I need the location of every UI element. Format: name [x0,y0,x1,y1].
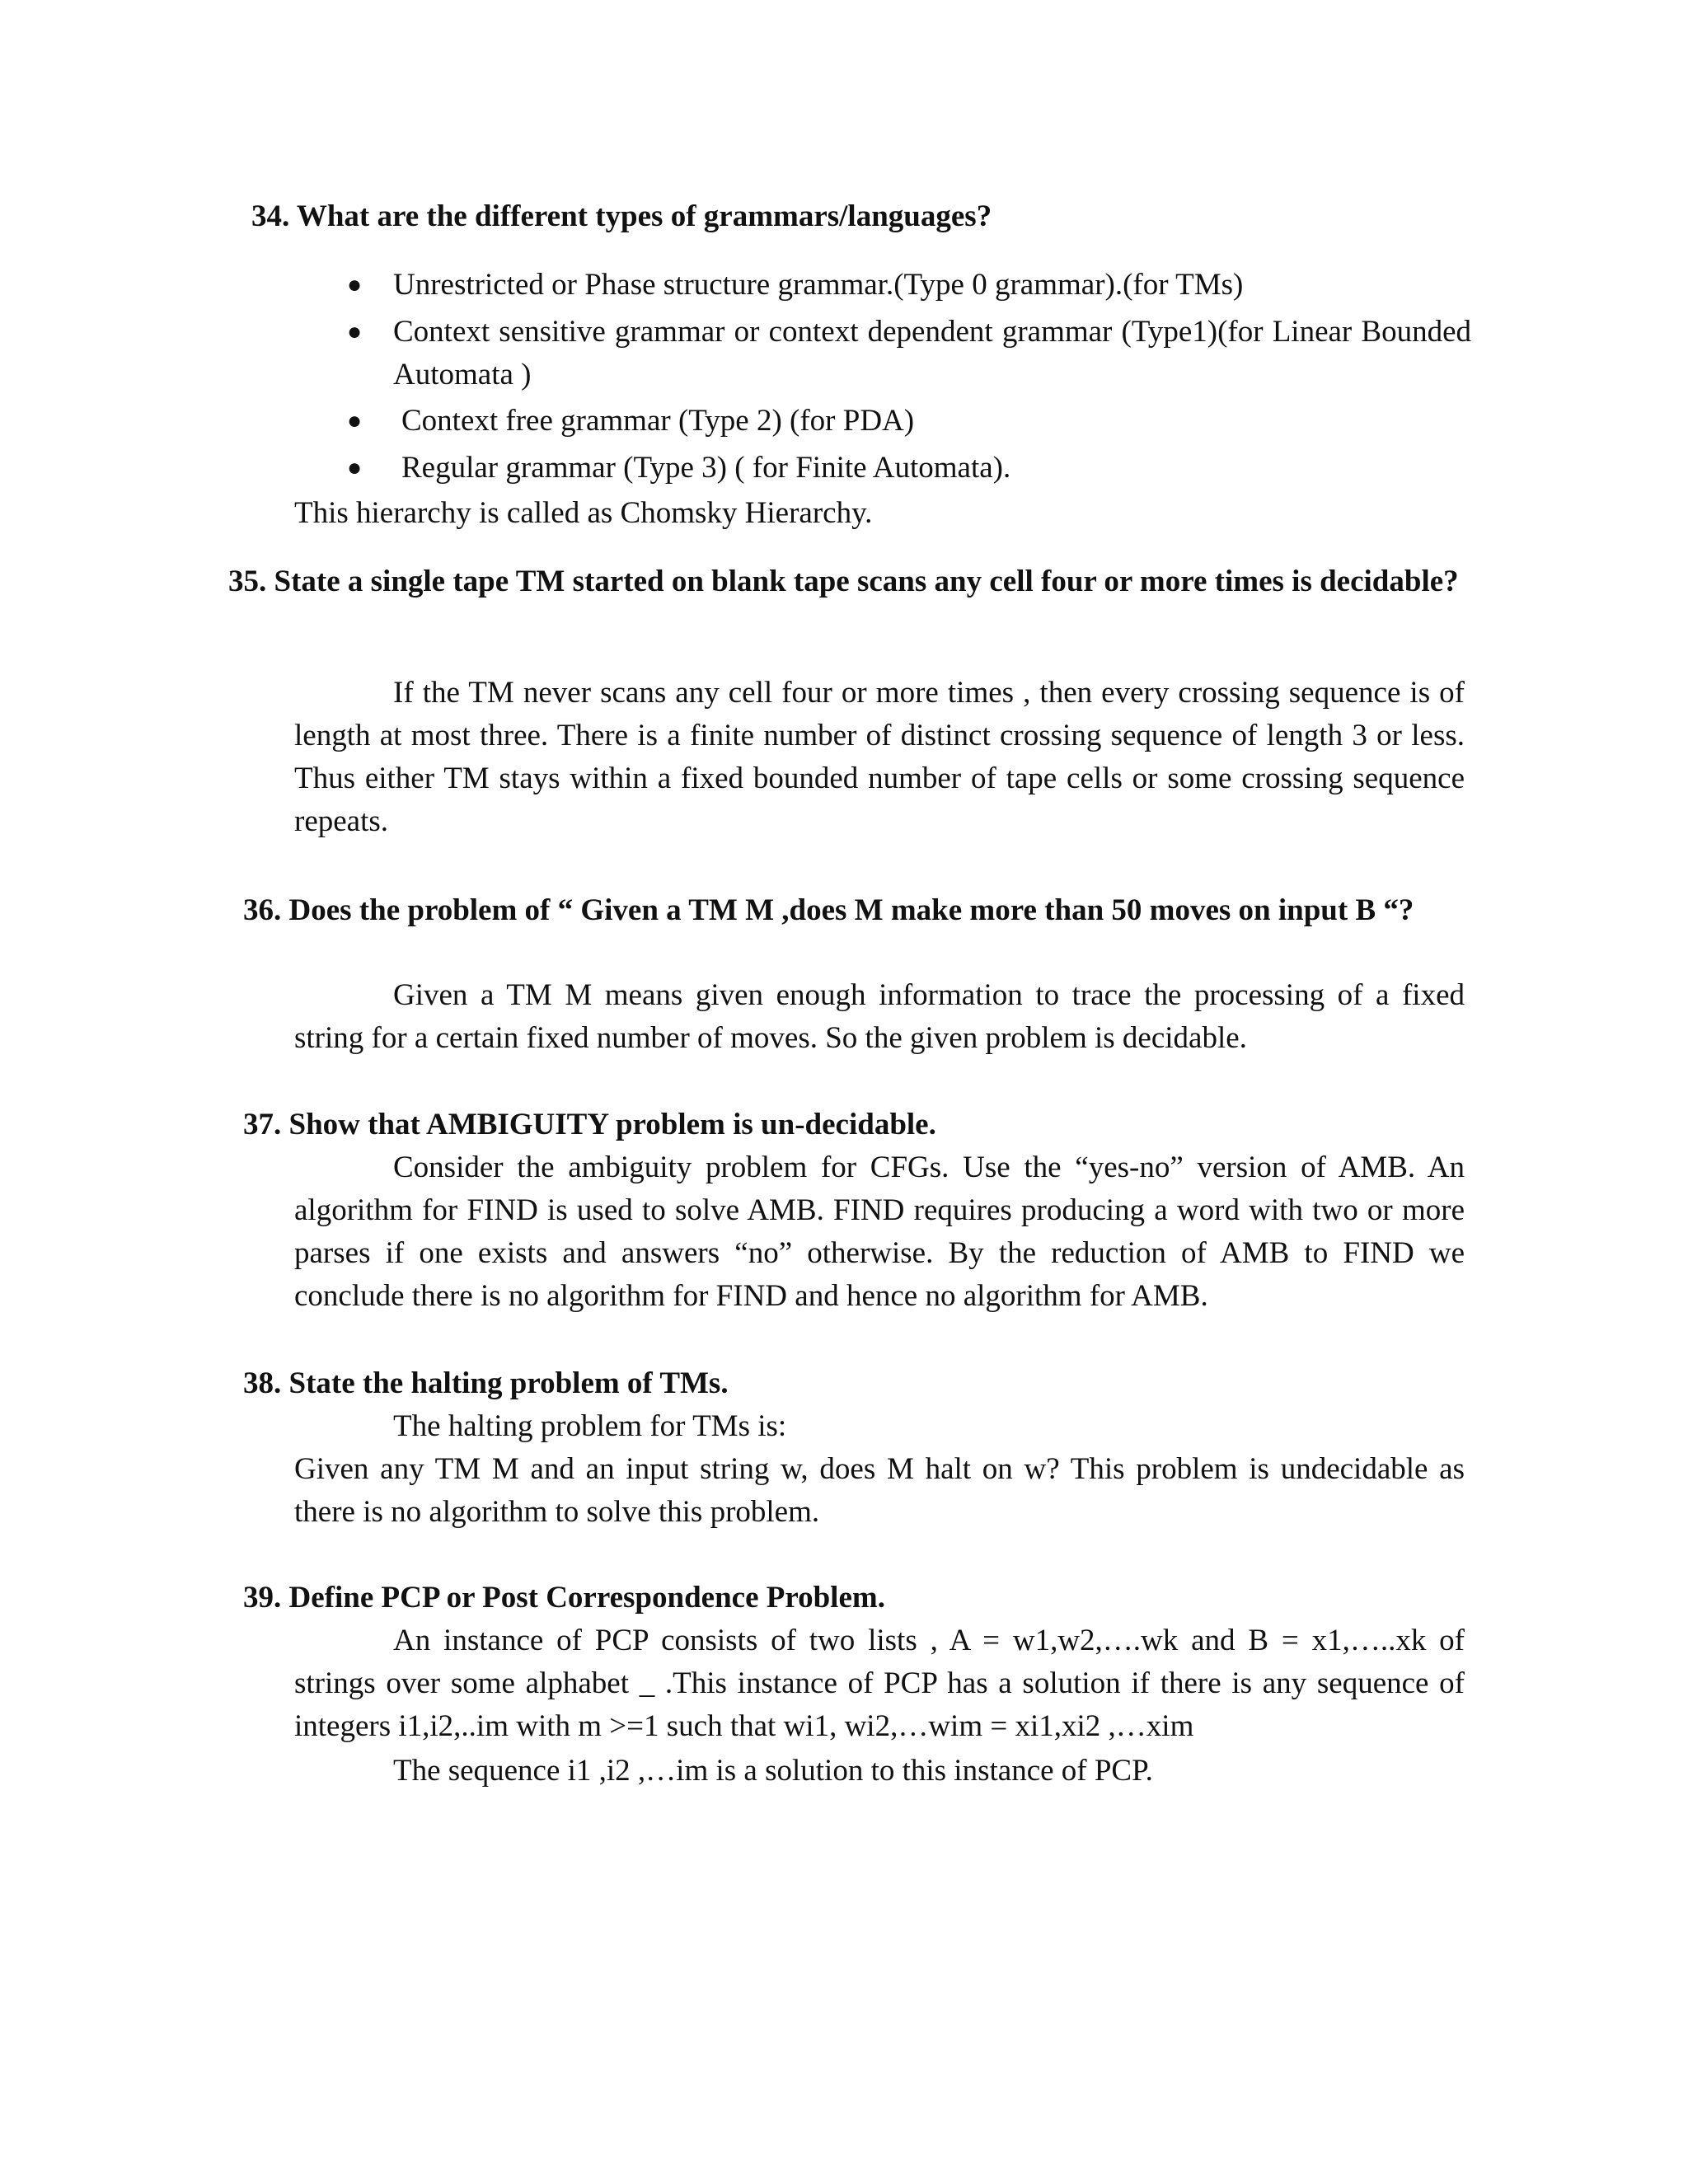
q39-conclusion: The sequence i1 ,i2 ,…im is a solution to this instance of PCP. [393,1754,1153,1788]
q36-heading: 36. Does the problem of “ Given a TM M ,does M make more than 50 moves on input B “? [243,893,1414,927]
q34-bullet-4-text: Regular grammar (Type 3) ( for Finite Automata). [401,451,1011,485]
q34-bullet-2 [342,311,1471,396]
q36-answer: Given a TM M means given enough information to trace the processing of a fixed string for a certain fixed number of moves. So the given problem is decidable. [294,978,1465,1055]
q38-heading: 38. State the halting problem of TMs. [243,1366,729,1400]
q37-answer: Consider the ambiguity problem for CFGs. Use the “yes-no” version of AMB. An algorithm for FIND is used to solve AMB. FIND requires producing a word with two or more parses if one exists and answers “no” otherwise. By the reduction of AMB to FIND we conclude there is no algorithm for FIND and hence no algorithm for AMB. [294,1151,1465,1313]
q34-bullet-3-text: Context free grammar (Type 2) (for PDA) [401,404,915,438]
q35-heading: 35. State a single tape TM started on blank tape scans any cell four or more times is decidable? [228,565,1459,598]
bullet-icon: ● [346,271,363,298]
bullet-icon: ● [346,407,363,434]
q39-answer: An instance of PCP consists of two lists , A = w1,w2,….wk and B = x1,…..xk of strings over some alphabet _ .This instance of PCP has a solution if there is any sequence of integers i1,i2,..im with m >=1 such that wi1, wi2,…wim = xi1,xi2 ,…xim [294,1624,1465,1743]
q35-answer: If the TM never scans any cell four or more times , then every crossing sequence is of length at most three. There is a finite number of distinct crossing sequence of length 3 or less. Thus either TM stays within a fixed bounded number of tape cells or some crossing sequence repeats. [294,676,1465,838]
q34-bullet-4 [342,447,1471,490]
q38-answer: Given any TM M and an input string w, does M halt on w? This problem is undecidable as there is no algorithm to solve this problem. [294,1452,1465,1529]
q37-heading: 37. Show that AMBIGUITY problem is un-decidable. [243,1108,936,1141]
q34-bullet-1-text: Unrestricted or Phase structure grammar.(Type 0 grammar).(for TMs) [393,268,1244,302]
q34-bullet-1 [342,264,1471,307]
q34-heading: 34. What are the different types of grammars/languages? [251,199,992,233]
q38-intro: The halting problem for TMs is: [393,1409,787,1443]
bullet-icon: ● [346,318,363,345]
q34-note: This hierarchy is called as Chomsky Hierarchy. [294,496,873,530]
q39-heading: 39. Define PCP or Post Correspondence Problem. [243,1581,885,1615]
q34-bullet-3 [342,400,1471,443]
bullet-icon: ● [346,454,363,481]
q34-bullet-2-text: Context sensitive grammar or context dependent grammar (Type1)(for Linear Bounded Automata ) [393,315,1471,391]
